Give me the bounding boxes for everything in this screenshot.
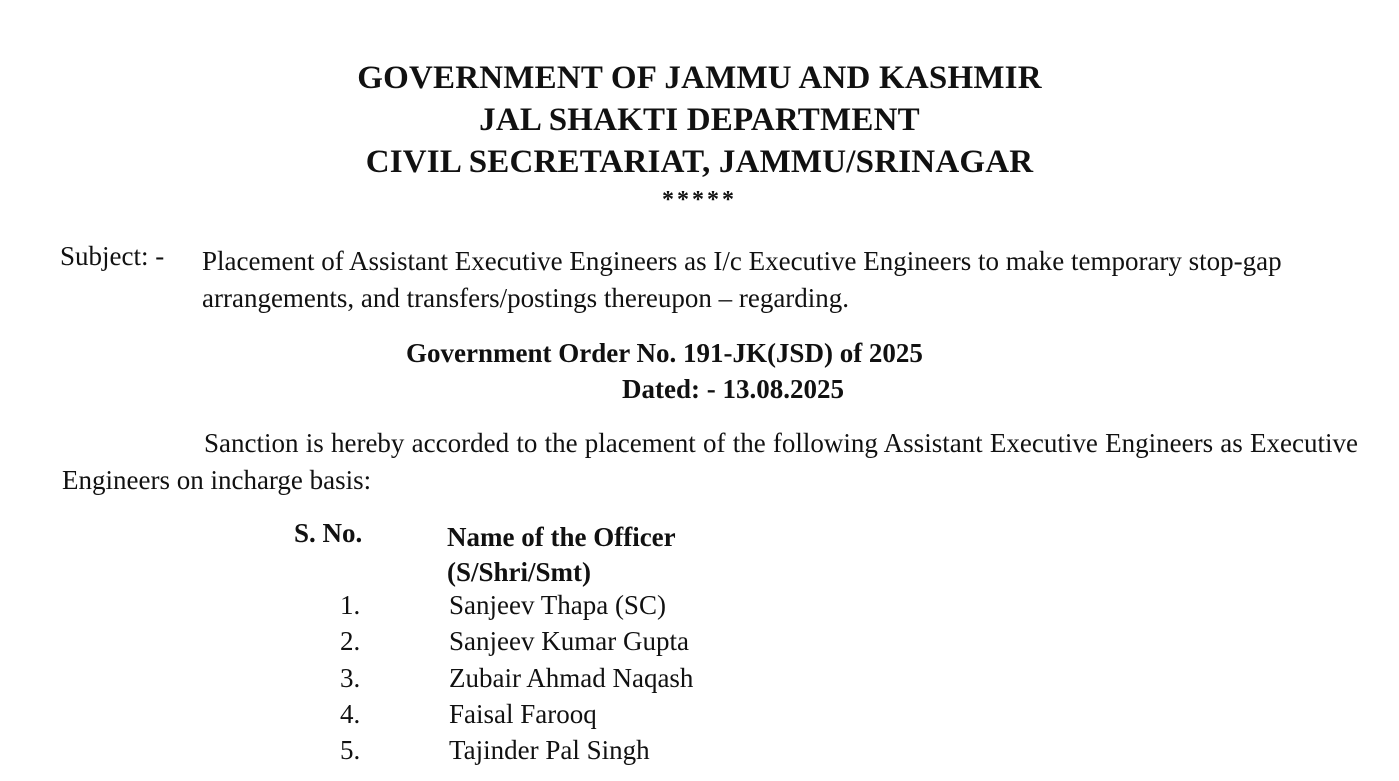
header-government: GOVERNMENT OF JAMMU AND KASHMIR <box>357 60 1042 96</box>
table-row <box>0 660 1399 696</box>
header-separator: ***** <box>662 187 737 213</box>
table-header-sno: S. No. <box>294 518 363 548</box>
row-sno: 4. <box>340 699 361 729</box>
subject-text: Placement of Assistant Executive Engineers as I/c Executive Engineers to make temporary stop-gap arrangements, and transfers/postings thereupon – regarding. <box>202 246 1282 313</box>
table-header-name <box>447 520 676 590</box>
row-officer-name: Tajinder Pal Singh <box>449 735 650 765</box>
table-row <box>0 732 1399 768</box>
table-header-name-line2: (S/Shri/Smt) <box>447 557 592 587</box>
row-officer-name: Sanjeev Kumar Gupta <box>449 626 689 656</box>
row-officer-name: Zubair Ahmad Naqash <box>449 663 694 693</box>
row-sno: 3. <box>340 663 361 693</box>
table-row <box>0 587 1399 623</box>
row-sno: 1. <box>340 590 361 620</box>
sanction-paragraph: Sanction is hereby accorded to the placement of the following Assistant Executive Engineers as Executive Engineers on incharge basis: <box>62 428 1358 495</box>
table-row <box>0 696 1399 732</box>
row-sno: 2. <box>340 626 361 656</box>
subject-label: Subject: - <box>60 241 165 271</box>
row-officer-name: Faisal Farooq <box>449 699 597 729</box>
table-header-name-line1: Name of the Officer <box>447 522 676 552</box>
order-date: Dated: - 13.08.2025 <box>622 374 844 404</box>
table-row <box>0 623 1399 659</box>
row-sno: 5. <box>340 735 361 765</box>
header-secretariat: CIVIL SECRETARIAT, JAMMU/SRINAGAR <box>365 144 1034 180</box>
header-department: JAL SHAKTI DEPARTMENT <box>479 102 920 138</box>
row-officer-name: Sanjeev Thapa (SC) <box>449 590 666 620</box>
order-number: Government Order No. 191-JK(JSD) of 2025 <box>406 338 923 368</box>
